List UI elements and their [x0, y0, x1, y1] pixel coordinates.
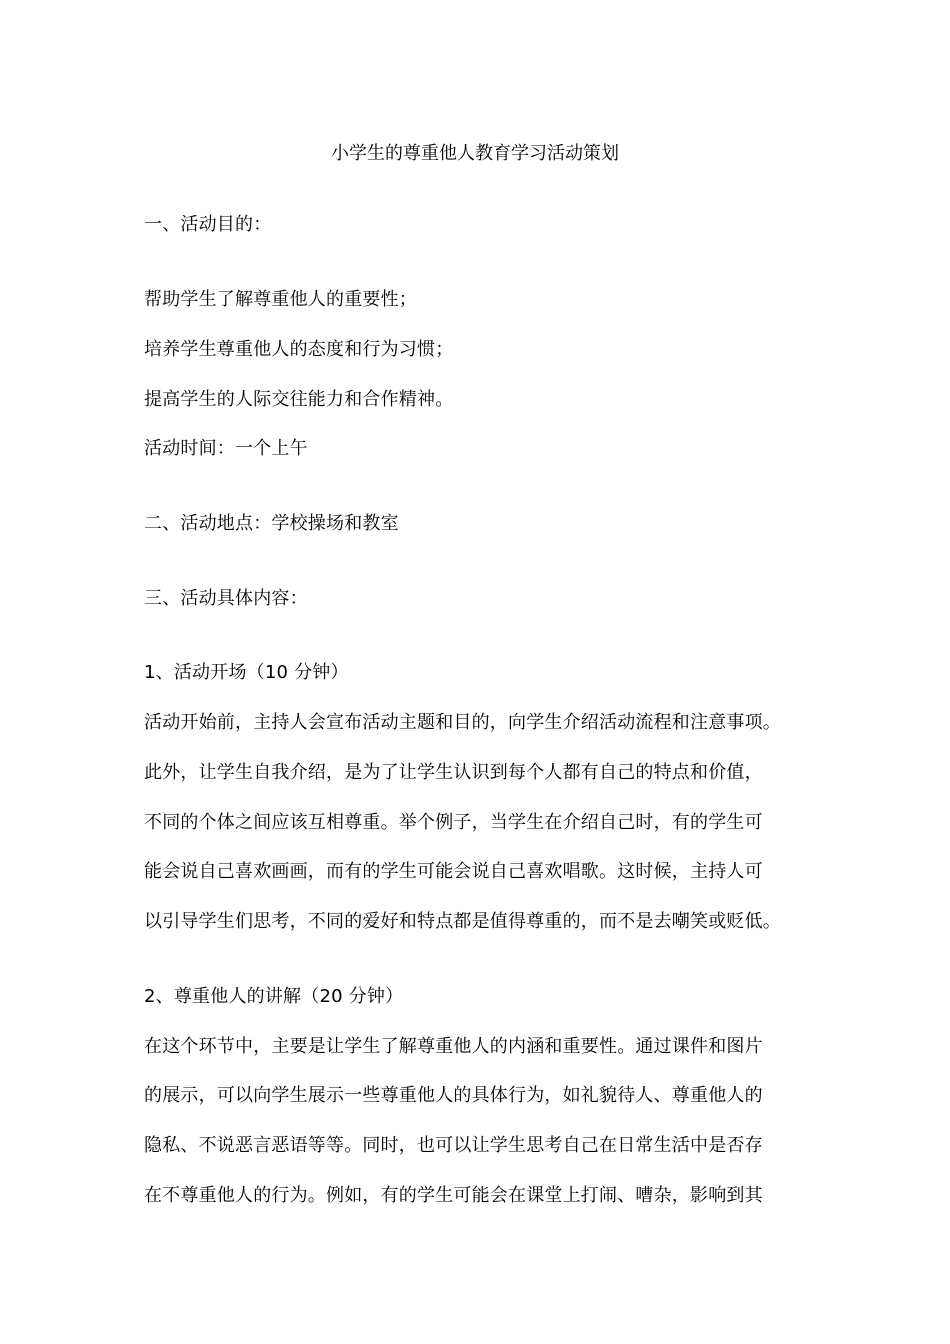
- paragraph-line: 以引导学生们思考，不同的爱好和特点都是值得尊重的，而不是去嘲笑或贬低。: [144, 911, 781, 932]
- section-heading-location: 二、活动地点：学校操场和教室: [144, 513, 399, 534]
- paragraph-line: 在这个环节中，主要是让学生了解尊重他人的内涵和重要性。通过课件和图片: [144, 1036, 763, 1057]
- paragraph-line: 活动开始前，主持人会宣布活动主题和目的，向学生介绍活动流程和注意事项。: [144, 712, 781, 733]
- paragraph-line: 活动时间：一个上午: [144, 438, 308, 459]
- subsection-heading-explanation: 2、尊重他人的讲解（20 分钟）: [144, 986, 404, 1007]
- paragraph-line: 隐私、不说恶言恶语等等。同时，也可以让学生思考自己在日常生活中是否存: [144, 1135, 763, 1156]
- section-heading-purpose: 一、活动目的：: [144, 214, 272, 235]
- paragraph-line: 不同的个体之间应该互相尊重。举个例子，当学生在介绍自己时，有的学生可: [144, 812, 763, 833]
- document-title: 小学生的尊重他人教育学习活动策划: [331, 143, 619, 164]
- paragraph-line: 提高学生的人际交往能力和合作精神。: [144, 389, 454, 410]
- section-heading-content: 三、活动具体内容：: [144, 588, 308, 609]
- paragraph-line: 能会说自己喜欢画画，而有的学生可能会说自己喜欢唱歌。这时候，主持人可: [144, 861, 763, 882]
- paragraph-line: 帮助学生了解尊重他人的重要性；: [144, 289, 417, 310]
- paragraph-line: 的展示，可以向学生展示一些尊重他人的具体行为，如礼貌待人、尊重他人的: [144, 1085, 763, 1106]
- subsection-heading-opening: 1、活动开场（10 分钟）: [144, 662, 349, 683]
- paragraph-line: 培养学生尊重他人的态度和行为习惯；: [144, 339, 454, 360]
- paragraph-line: 在不尊重他人的行为。例如，有的学生可能会在课堂上打闹、嘈杂，影响到其: [144, 1185, 763, 1206]
- paragraph-line: 此外，让学生自我介绍，是为了让学生认识到每个人都有自己的特点和价值，: [144, 762, 763, 783]
